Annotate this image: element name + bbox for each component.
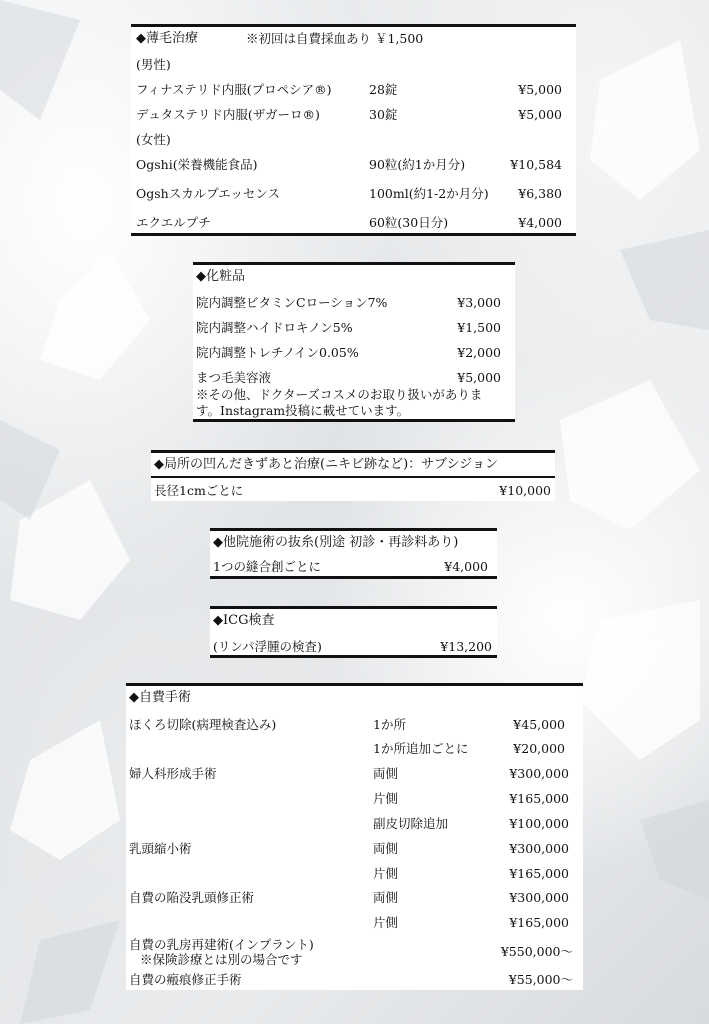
surgery-price: ¥300,000: [509, 766, 569, 781]
item-price: ¥1,500: [457, 320, 501, 335]
male-label: (男性): [136, 57, 171, 72]
divider: [151, 476, 555, 478]
surgery-option: 片側: [373, 915, 399, 930]
surgery-name: 自費の陥没乳頭修正術: [129, 890, 255, 905]
surgery-option: 1か所追加ごとに: [373, 741, 469, 756]
surgery-name: 乳頭縮小術: [129, 841, 192, 856]
icg-test-panel: [210, 606, 497, 658]
item-qty: 30錠: [369, 107, 398, 122]
item-name: まつ毛美容液: [196, 370, 272, 385]
item-price: ¥2,000: [457, 345, 501, 360]
scar-title: ◆局所の凹んだきずあと治療(ニキビ跡など)：サブシジョン: [154, 457, 499, 472]
surgery-title: ◆自費手術: [129, 690, 191, 705]
surgery-price: ¥165,000: [509, 915, 569, 930]
scar-revision-price: ¥55,000～: [508, 972, 573, 987]
item-price: ¥6,380: [518, 186, 562, 201]
female-label: (女性): [136, 132, 171, 147]
icg-price: ¥13,200: [440, 639, 492, 654]
item-price: ¥4,000: [518, 215, 562, 230]
surgery-option: 片側: [373, 866, 399, 881]
item-name: フィナステリド内服(プロペシア®): [136, 82, 332, 97]
item-qty: 28錠: [369, 82, 398, 97]
surgery-option: 副皮切除追加: [373, 816, 449, 831]
surgery-name: 婦人科形成手術: [129, 766, 217, 781]
surgery-price: ¥20,000: [513, 741, 565, 756]
breast-reconstruction-name: 自費の乳房再建術(インプラント): [129, 937, 314, 952]
hair-loss-panel: [131, 24, 576, 236]
surgery-price: ¥165,000: [509, 866, 569, 881]
hair-loss-note: ※初回は自費採血あり ￥1,500: [246, 31, 424, 46]
scar-treatment-panel: [151, 450, 555, 501]
surgery-option: 両側: [373, 841, 399, 856]
cosmetics-note-line1: ※その他、ドクターズコスメのお取り扱いがありま: [196, 387, 483, 402]
surgery-price: ¥300,000: [509, 890, 569, 905]
item-qty: 90粒(約1か月分): [369, 157, 466, 172]
icg-item: (リンパ浮腫の検査): [213, 639, 322, 654]
item-name: Ogshスカルプエッセンス: [136, 186, 280, 201]
item-qty: 100ml(約1-2か月分): [369, 186, 489, 201]
item-name: 院内調整ハイドロキノン5%: [196, 320, 353, 335]
surgery-option: 片側: [373, 791, 399, 806]
breast-reconstruction-note: ※保険診療とは別の場合です: [140, 952, 303, 967]
scar-revision-name: 自費の瘢痕修正手術: [129, 972, 242, 987]
surgery-option: 両側: [373, 766, 399, 781]
suture-price: ¥4,000: [444, 559, 488, 574]
item-qty: 60粒(30日分): [369, 215, 449, 230]
item-name: 院内調整トレチノイン0.05%: [196, 345, 359, 360]
item-price: ¥5,000: [518, 82, 562, 97]
hair-loss-title: ◆薄毛治療: [136, 31, 198, 46]
surgery-price: ¥45,000: [513, 717, 565, 732]
suture-title: ◆他院施術の抜糸(別途 初診・再診料あり): [213, 535, 459, 550]
scar-item: 長径1cmごとに: [154, 483, 244, 498]
item-name: Ogshi(栄養機能食品): [136, 157, 258, 172]
item-price: ¥5,000: [457, 370, 501, 385]
item-price: ¥10,584: [510, 157, 562, 172]
surgery-price: ¥100,000: [509, 816, 569, 831]
item-name: デュタステリド内服(ザガーロ®): [136, 107, 320, 122]
suture-item: 1つの縫合創ごとに: [213, 559, 321, 574]
cosmetics-panel: [193, 262, 515, 422]
cosmetics-note-line2: す。Instagram投稿に載せています。: [196, 403, 410, 418]
item-name: 院内調整ビタミンCローション7%: [196, 295, 388, 310]
surgery-price: ¥300,000: [509, 841, 569, 856]
surgery-panel: [126, 683, 583, 990]
item-price: ¥3,000: [457, 295, 501, 310]
item-name: エクエルプチ: [136, 215, 211, 230]
surgery-name: ほくろ切除(病理検査込み): [129, 717, 277, 732]
surgery-option: 両側: [373, 890, 399, 905]
scar-price: ¥10,000: [499, 483, 551, 498]
icg-title: ◆ICG検査: [213, 613, 275, 628]
surgery-option: 1か所: [373, 717, 406, 732]
item-price: ¥5,000: [518, 107, 562, 122]
surgery-price: ¥165,000: [509, 791, 569, 806]
cosmetics-title: ◆化粧品: [196, 269, 245, 284]
breast-reconstruction-price: ¥550,000～: [500, 944, 573, 959]
suture-removal-panel: [210, 528, 497, 579]
